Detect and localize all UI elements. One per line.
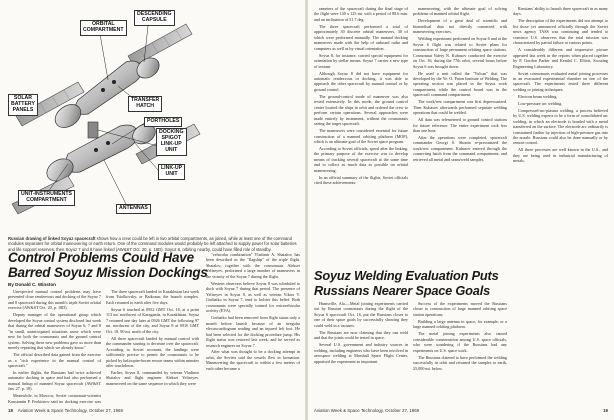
- right-lower-column-1: Huntsville, Ala.—Metal joining experiments carried out by Russian cosmonauts during the flight of the Soyuz 6 spacecraft Oct. 16, put the Russians closer to one of their space goals by successfully showing they could weld in a vacuum. The Russians are now claiming that they can weld and that the joints could be tested in space. Several U.S. government and industry sources in welding, including engineers who have been involved in aerospace welding at Marshall Space Flight Center, appraised the experiment as important.: [314, 301, 408, 364]
- right-page: [308, 0, 614, 420]
- right-column-3: Russians' ability to launch three spacecraft in as many days. The description of the experiments did not attempt to list those yet announced officially through the Soviet news agency TASS was continuing and tended to convince U.S. observers that the total mission was characterized by partial failure at various points. A considerably different and impressive picture appeared last week in the reports when placed together by P. Gordon Parker and Kendal C. Elliott, Scouting Engineering Laboratory. Soviet cosmonauts evaluated metal joining processes in an evacuated experimental chamber on one of the spacecraft. The experiments tested three different welding or joining techniques: Electron beam welding. Low-pressure arc welding. Compressed-arc-plasma welding, a process believed by U.S. welding experts to be a form of consolidated arc welding, in which an electrode is bonded with a metal transferred on the surface. The electrode arc ordinarily is constrained further by injection of high-pressure gas into the nozzle. Russians could also be done manually or by remote control. All three processes are well known in the U.S., and they are being used in industrial manufacturing of metals.: [513, 6, 608, 164]
- upper-solar-panels: [16, 24, 192, 126]
- docking-link: [88, 122, 98, 138]
- left-column-1: Unexpected manual control problems may have prevented close rendezvous and docking of the Soyuz 7 and 8 spacecraft during this month's triple Soviet orbital exercise (AW&ST Oct. 20, p. 18D). Deputy manager of the operational group which developed the Soyuz control system disclosed last week that during the orbital maneuvers of Soyuz 6, 7 and 8 "in small, unanticipated situations arose which were new for both the cosmonauts and the ground control system. Solving these new problems gave us more than merely repeating that which we already know." The official described data gained from the exercise as a "rich experience in the manual control of spacecraft." In earlier flights, the Russians had twice achieved automatic docking in space and had also performed a manual linkup of manned Soyuz spacecraft (AW&ST Jan. 27, p. 18). Meanwhile, in Moscow, Soviet cosmonaut-scientist Konstantin P. Feoktistov said no docking exercise was: [8, 289, 101, 404]
- right-headline-line1: Soyuz Welding Evaluation Puts: [314, 268, 499, 283]
- label-portholes: PORTHOLES: [144, 117, 182, 127]
- byline: By Donald C. Winston: [8, 282, 56, 287]
- label-descending-capsule: DESCENDING CAPSULE: [134, 10, 175, 26]
- right-column-2: maneuvering, with the ultimate goal of solving problems of manned orbital flight. Development of a great deal of scientific and biomedical data not directly connected with maneuvering exercises. Welding experiment performed on Soyuz 6 and at the Soyuz 6 flight was related to Soviet plans for construction of large permanent orbiting space stations. Cosmonaut Valery N. Kubasov conducted the exercise on Oct. 16, during the 77th orbit, several hours before Soyuz 6 was brought down. He used a unit called the "Vulcan" that was developed by the Ye. O. Paton Institute of Welding. The operating section was placed in the Soyuz work compartment, while the control board was in the spacecraft command compartment. The work/rest compartment was first depressurized. Then Kubasov afterwards performed separate welding operations that could be welded. All data was telemetered to ground control stations for future reference. The entire experiment took less than one hour. After the operations were completed, spacecraft commander Georgi S. Shonin re-pressurized the work/rest compartment. Kubasov entered through the connecting hatch from the command compartment, and retrieved all metal and seam/weld samples.: [413, 6, 507, 162]
- label-transfer-hatch: TRANSFER HATCH: [128, 96, 162, 112]
- label-solar-panels: SOLAR BATTERY PANELS: [8, 94, 38, 116]
- left-column-3: "vehicular combination" Vladimir A. Shatalov, has been described as the "flagship" of the triple flight. Shatalov, together with the cosmonauts Aleksei Yeliseyev, performed a large number of maneuvers in the vicinity of the Soyuz 7 during the flight. Western observers believe Soyuz 8 was scheduled to dock with Soyuz 7 during that period. The presence of Yeliseyev in Soyuz 8, as well as veteran Viktor V. Gorbatko in Soyuz 7, tend to bolster this belief. Both cosmonauts were specially trained for extravehicular activity (EVA). Gorbatko had been removed from flight status only a month before launch because of an irregular electrocardiogram reading and an injured left foot. He had been selected for the docking procedure jump. His flight status was restored last week, and he served as research engineer on Soyuz 7. After what was thought to be a docking attempt in orbit, the Soviets said the vessels flew in formation. Maneuvering the spacecraft to within a few meters of each other became a: [206, 252, 300, 371]
- left-headline-line2: Barred Soyuz Mission Dockings: [8, 265, 208, 280]
- label-link-up-unit: LINK-UP UNIT: [158, 164, 185, 180]
- right-column-1: rameters of the spacecraft during the final stage of the flight were 140 x 125 mi. with a period of 88.6 min. and an inclination of 51.7 deg. The three spacecraft performed a total of approximately 30 discrete orbital maneuvers, 30 of which were performed manually. The manual docking maneuvers made with the help of onboard radar and computers as well as by visual orientation. Soyuz 8, for instance, carried special equipment for orientation by stellar means. Soyuz 7 carrier a new type of sextant. Although Soyuz 8 did not have equipment for automatic rendezvous or docking, it was able to approach the other spacecraft by manual control or by ground control. The ground-control mode of maneuver was also tested extensively. In this mode, the ground control center located the ships in orbit and ordered the crew to perform certain operations. Several approaches were made entirely by instrument, without the cosmonauts seeing the target spacecraft. The maneuvers were considered essential for future construction of a manned orbiting platform (MOP), which is an ultimate goal of the Soviet space program. According to Soviet officials, speed after the linking, the primary purpose of the exercise was to develop means of tracking several spacecraft at the same time and to collect as much data as possible on orbital maneuvering. In an official summary of the flights, Soviet officials cited these achievements:: [314, 6, 408, 186]
- right-footer: Aviation Week & Space Technology, October 27, 1969 19: [314, 408, 608, 413]
- label-antennas: ANTENNAS: [116, 204, 151, 214]
- left-headline-line1: Control Problems Could Have: [8, 250, 194, 265]
- right-lower-column-2: Success of the experiments moved the Russians closer to construction of large manned orbiting space station operations. Building a large antenna in space, for example, or a large manned orbiting platform. The metal joining experiments also caused considerable consternation among U.S. space officials, who were wondering if the Russians had any experiments on U.S. space work. The Russians claimed to have performed the welding successfully in orbit and returned the samples to earth, 25,000 mi. below.: [413, 301, 507, 371]
- left-footer: 18 Aviation Week & Space Technology, October 27, 1969: [8, 408, 123, 413]
- left-page: [0, 0, 306, 420]
- right-headline-line2: Russians Nearer Space Goals: [314, 283, 490, 298]
- left-column-top: [212, 6, 300, 232]
- label-docking-spigot: DOCKING SPIGOT LINK-UP UNIT: [156, 128, 187, 156]
- soyuz-diagram: [8, 4, 208, 236]
- label-instruments-compartment: UNIT-INSTRUMENTS COMPARTMENT: [18, 190, 75, 206]
- figure-caption: Russian drawing of linked Soyuz spacecraft shows how a crew could be left in two orbital compartments, as joined, while at least one of the command modules separates for orbital maneuvering or earth return. One of the command modules would probably be left attached to supply power for solar batteries and life support reserves, then Soyuz 7 and 8 have linked (AW&ST Oct. 20, p. 18D). Soyuz 8, orbiting nearby, could have filled role of standby.: [8, 236, 297, 252]
- label-orbital-compartment: ORBITAL COMPARTMENT: [80, 20, 127, 36]
- left-column-2: The three spacecraft landed in Kazakhstan last week from Tsiolkovsky, or Baikonur, the launch complex. Each returned to earth after five days. Soyuz 6 touched at 0952 GMT Oct. 16, at a point 113 mi. northwest of Karaganda, in Kazakhstan. Soyuz 7 returned one day later at 0926 GMT the following 97 mi. northwest of the city, and Soyuz 8 at 0910 GMT Oct. 18, 90 mi. north of the city. All three spacecraft landed by manual control with the commander starting to decrease over the spacecraft. According to Soviet accounts, the landings were sufficiently precise to permit the cosmonauts to be picked by helicopter-borne rescue teams within minutes after touchdown. Earlier, Soyuz 8, commanded by veteran Vladimir Shatalov and flight engineer Aleksei Yeliseyev, maneuvered on the same sequence in which they were: [106, 289, 199, 386]
